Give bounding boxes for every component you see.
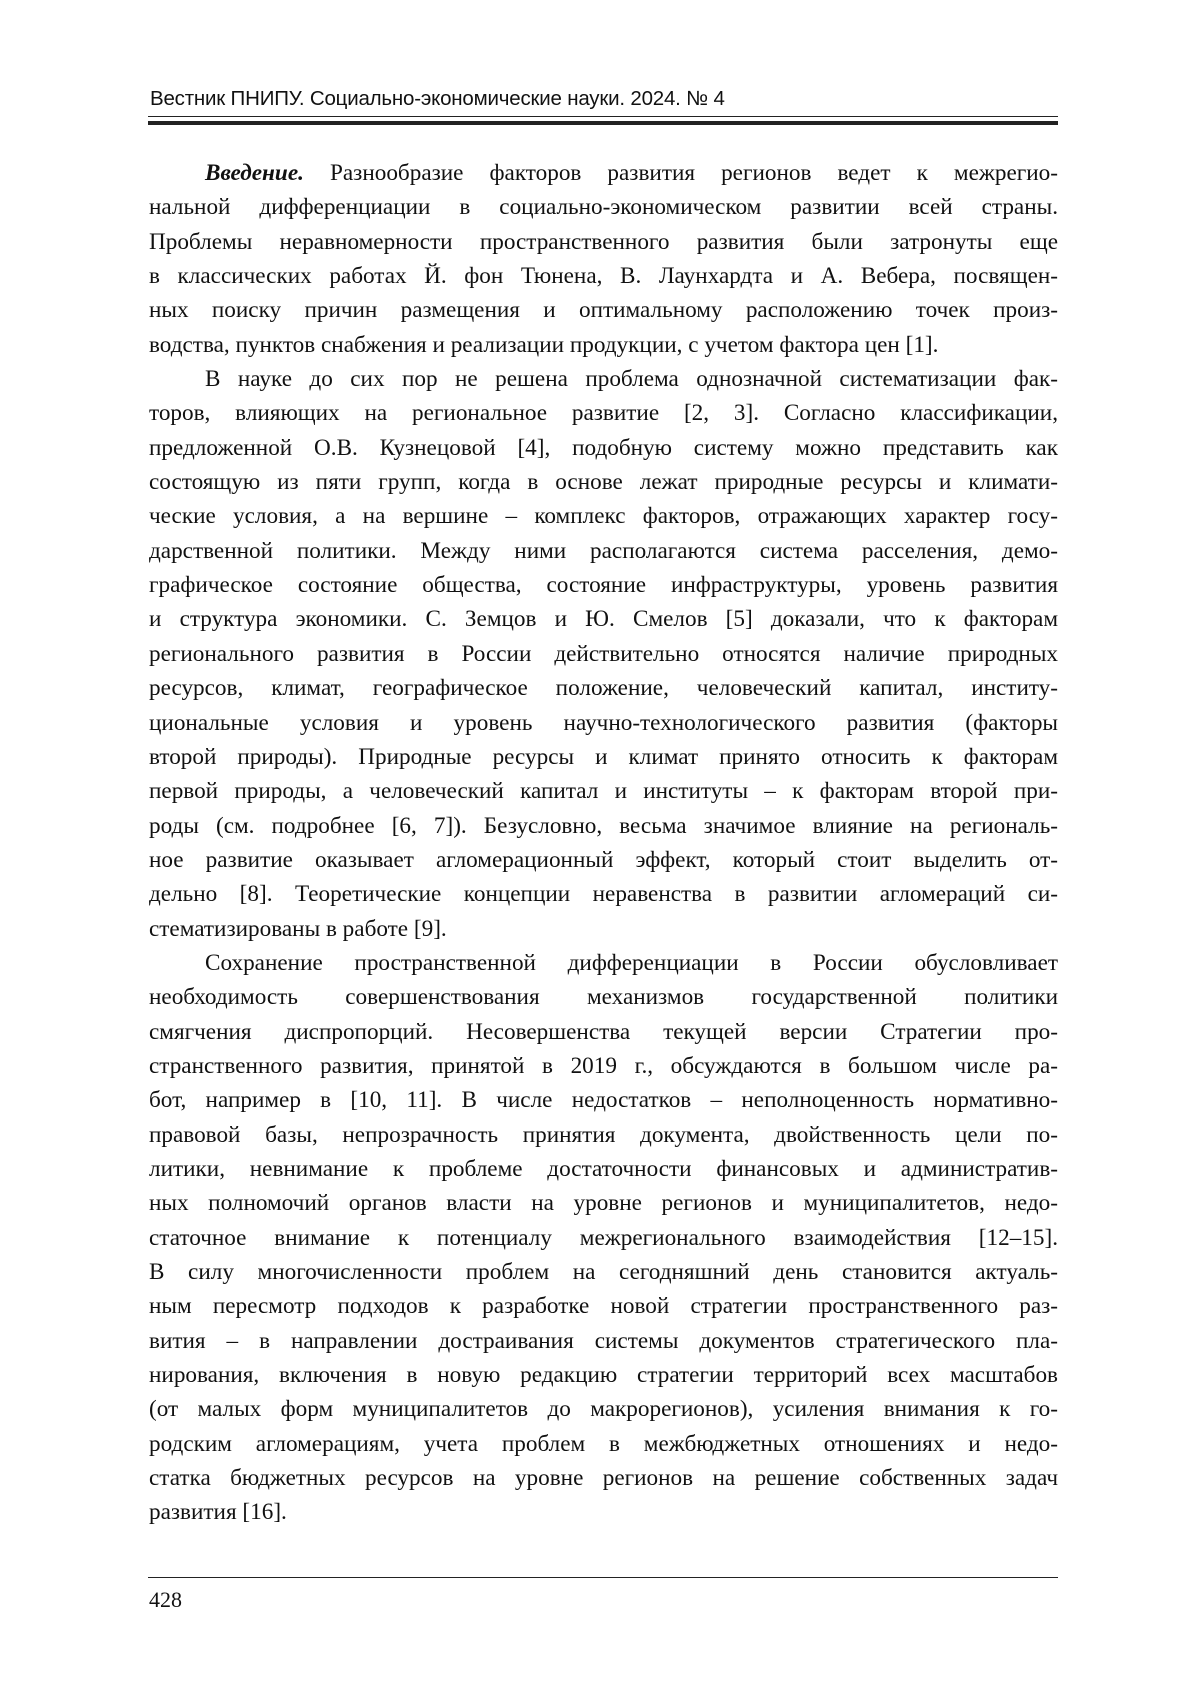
header-rule-thin: [148, 116, 1058, 117]
text-line: дельно [8]. Теоретические концепции неравенства в развитии агломераций си-: [149, 881, 1058, 908]
text-line: вития – в направлении достраивания системы документов стратегического пла-: [149, 1327, 1058, 1354]
paragraph-introduction: [149, 156, 1058, 362]
text-line: регионального развития в России действительно относятся наличие природных: [149, 640, 1058, 667]
text-line: родским агломерациям, учета проблем в межбюджетных отношениях и недо-: [149, 1430, 1058, 1457]
running-header: Вестник ПНИПУ. Социально-экономические науки. 2024. № 4: [150, 87, 725, 110]
text-line: состоящую из пяти групп, когда в основе лежат природные ресурсы и климати-: [149, 469, 1058, 496]
text-line: литики, невнимание к проблеме достаточности финансовых и административ-: [149, 1155, 1058, 1182]
text-line: развития [16].: [149, 1499, 287, 1526]
text-line: в классических работах Й. фон Тюнена, В. Лаунхардта и А. Вебера, посвящен-: [149, 263, 1058, 290]
text-line: Сохранение пространственной дифференциации в России обусловливает: [205, 949, 1058, 976]
text-line: ным пересмотр подходов к разработке новой стратегии пространственного раз-: [149, 1293, 1058, 1320]
text-line: торов, влияющих на региональное развитие [2, 3]. Согласно классификации,: [149, 400, 1058, 427]
text-line: смягчения диспропорций. Несовершенства текущей версии Стратегии про-: [149, 1018, 1058, 1045]
text-line: ное развитие оказывает агломерационный эффект, который стоит выделить от-: [149, 846, 1058, 873]
text-line: (от малых форм муниципалитетов до макрорегионов), усиления внимания к го-: [149, 1396, 1058, 1423]
text-line: правовой базы, непрозрачность принятия документа, двойственность цели по-: [149, 1121, 1058, 1148]
header-rule-thick: [148, 121, 1058, 125]
text-line: первой природы, а человеческий капитал и институты – к факторам второй при-: [149, 778, 1058, 805]
article-body: [149, 156, 1058, 1530]
paragraph-factors: [149, 362, 1058, 946]
text-line: предложенной О.В. Кузнецовой [4], подобную систему можно представить как: [149, 434, 1058, 461]
text-line: роды (см. подробнее [6, 7]). Безусловно, весьма значимое влияние на региональ-: [149, 812, 1058, 839]
text-line: необходимость совершенствования механизмов государственной политики: [149, 984, 1058, 1011]
section-lead-term: Введение.: [205, 160, 304, 186]
page-number: 428: [149, 1587, 182, 1612]
text-line: циональные условия и уровень научно-технологического развития (факторы: [149, 709, 1058, 736]
text-line: нальной дифференциации в социально-экономическом развитии всей страны.: [149, 194, 1058, 221]
footer-rule: [148, 1577, 1058, 1578]
text-line: ческие условия, а на вершине – комплекс факторов, отражающих характер госу-: [149, 503, 1058, 530]
text-line: Введение. Разнообразие факторов развития регионов ведет к межрегио-: [205, 160, 1058, 186]
text-line: водства, пунктов снабжения и реализации продукции, с учетом фактора цен [1].: [149, 331, 939, 358]
text-line: бот, например в [10, 11]. В числе недостатков – неполноценность нормативно-: [149, 1087, 1058, 1114]
text-line: странственного развития, принятой в 2019 г., обсуждаются в большом числе ра-: [149, 1052, 1058, 1079]
text-line: Проблемы неравномерности пространственного развития были затронуты еще: [149, 228, 1058, 255]
text-line: статка бюджетных ресурсов на уровне регионов на решение собственных задач: [149, 1465, 1058, 1492]
text-line: второй природы). Природные ресурсы и климат принято относить к факторам: [149, 743, 1058, 770]
text-line: ресурсов, климат, географическое положение, человеческий капитал, институ-: [149, 675, 1058, 702]
text-line: В силу многочисленности проблем на сегодняшний день становится актуаль-: [149, 1259, 1058, 1285]
text-line: нирования, включения в новую редакцию стратегии территорий всех масштабов: [149, 1362, 1058, 1389]
text-line: и структура экономики. С. Земцов и Ю. Смелов [5] доказали, что к факторам: [149, 606, 1058, 633]
text-line: графическое состояние общества, состояние инфраструктуры, уровень развития: [149, 572, 1058, 599]
paragraph-policy: [149, 946, 1058, 1530]
text-line: ных поиску причин размещения и оптимальному расположению точек произ-: [149, 297, 1058, 324]
text-line: В науке до сих пор не решена проблема однозначной систематизации фак-: [205, 366, 1058, 393]
text-line: стематизированы в работе [9].: [149, 915, 447, 942]
text-line: дарственной политики. Между ними располагаются система расселения, демо-: [149, 537, 1058, 564]
text-line: статочное внимание к потенциалу межрегионального взаимодействия [12–15].: [149, 1224, 1058, 1251]
text-line: ных полномочий органов власти на уровне регионов и муниципалитетов, недо-: [149, 1190, 1058, 1217]
